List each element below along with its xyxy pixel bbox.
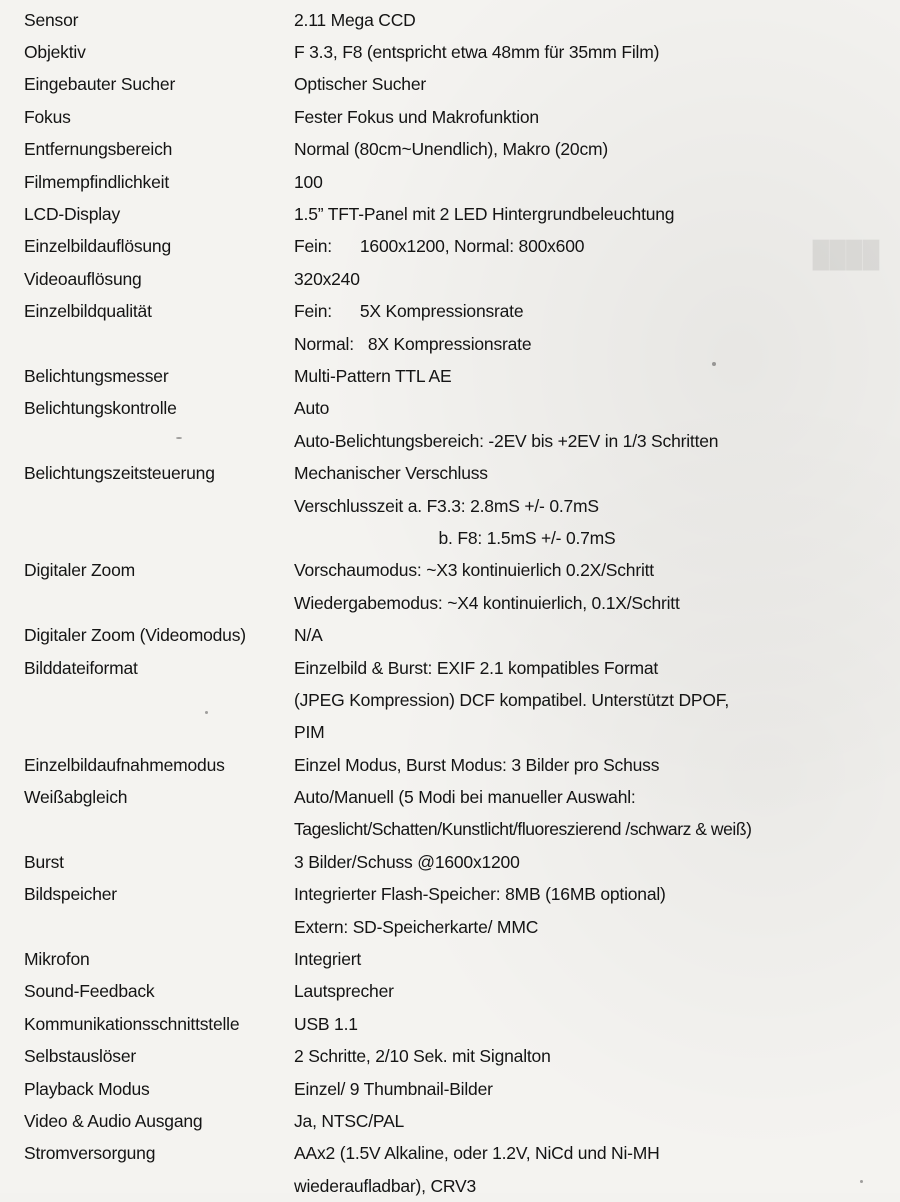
spec-label: Einzelbildaufnahmemodus: [24, 754, 225, 775]
spec-row: [24, 393, 884, 425]
spec-label: Sensor: [24, 9, 79, 30]
spec-value: 3 Bilder/Schuss @1600x1200: [294, 851, 520, 872]
spec-value: Extern: SD-Speicherkarte/ MMC: [294, 916, 539, 937]
specification-table: [24, 4, 884, 1202]
spec-row: [24, 198, 884, 230]
spec-label: Sound-Feedback: [24, 981, 155, 1002]
spec-value: PIM: [294, 722, 325, 743]
spec-row: [24, 1008, 884, 1040]
spec-value: AAx2 (1.5V Alkaline, oder 1.2V, NiCd und Ni-MH: [294, 1143, 660, 1164]
spec-value: b. F8: 1.5mS +/- 0.7mS: [294, 527, 616, 548]
spec-row: [24, 360, 884, 392]
spec-value: USB 1.1: [294, 1013, 358, 1034]
spec-value: Integrierter Flash-Speicher: 8MB (16MB optional): [294, 884, 666, 905]
spec-value: Wiedergabemodus: ~X4 kontinuierlich, 0.1X/Schritt: [294, 592, 680, 613]
spec-row: [24, 425, 884, 457]
spec-value: Einzelbild & Burst: EXIF 2.1 kompatibles Format: [294, 657, 659, 678]
spec-row: [24, 1041, 884, 1073]
spec-label: Mikrofon: [24, 949, 90, 970]
spec-value: Tageslicht/Schatten/Kunstlicht/fluoreszierend /schwarz & weiß): [294, 819, 752, 840]
spec-label: [24, 684, 286, 716]
spec-row: [24, 814, 884, 846]
spec-value: wiederaufladbar), CRV3: [294, 1175, 477, 1196]
spec-value: Vorschaumodus: ~X3 kontinuierlich 0.2X/Schritt: [294, 560, 654, 581]
spec-value: Integriert: [294, 949, 362, 970]
spec-value: Normal (80cm~Unendlich), Makro (20cm): [294, 139, 609, 160]
spec-label: Einzelbildauflösung: [24, 236, 172, 257]
spec-label: Selbstauslöser: [24, 1046, 136, 1067]
spec-row: [24, 749, 884, 781]
spec-label: LCD-Display: [24, 204, 121, 225]
spec-value: Fester Fokus und Makrofunktion: [294, 106, 539, 127]
spec-value: Ja, NTSC/PAL: [294, 1110, 405, 1131]
spec-row: [24, 490, 884, 522]
spec-row: [24, 943, 884, 975]
spec-value: Fein: 1600x1200, Normal: 800x600: [294, 236, 585, 257]
spec-row: [24, 846, 884, 878]
spec-value: F 3.3, F8 (entspricht etwa 48mm für 35mm Film): [294, 42, 660, 63]
spec-label: Videoauflösung: [24, 268, 142, 289]
spec-value: Auto/Manuell (5 Modi bei manueller Auswahl:: [294, 787, 636, 808]
specification-rows: [24, 4, 884, 1202]
spec-row: [24, 781, 884, 813]
spec-label: Belichtungskontrolle: [24, 398, 177, 419]
spec-value: Einzel/ 9 Thumbnail-Bilder: [294, 1078, 493, 1099]
spec-row: [24, 976, 884, 1008]
bleed-through-shadow: ████: [812, 241, 880, 271]
spec-label: Kommunikationsschnittstelle: [24, 1013, 240, 1034]
spec-value: Mechanischer Verschluss: [294, 463, 488, 484]
spec-label: Video & Audio Ausgang: [24, 1110, 203, 1131]
spec-label: [24, 717, 286, 749]
spec-label: Einzelbildqualität: [24, 301, 152, 322]
spec-value: 2.11 Mega CCD: [294, 9, 416, 30]
spec-label: Entfernungsbereich: [24, 139, 173, 160]
spec-row: [24, 911, 884, 943]
spec-label: [24, 1170, 286, 1202]
spec-label: Belichtungsmesser: [24, 365, 169, 386]
spec-row: [24, 717, 884, 749]
spec-row: [24, 101, 884, 133]
spec-value: N/A: [294, 625, 323, 646]
spec-row: [24, 587, 884, 619]
spec-label: [24, 587, 286, 619]
spec-label: [24, 328, 286, 360]
spec-value: 2 Schritte, 2/10 Sek. mit Signalton: [294, 1046, 551, 1067]
spec-value: 1.5” TFT-Panel mit 2 LED Hintergrundbeleuchtung: [294, 204, 675, 225]
spec-label: Burst: [24, 851, 64, 872]
spec-row: [24, 1170, 884, 1202]
spec-row: [24, 296, 884, 328]
spec-row: [24, 4, 884, 36]
spec-label: Stromversorgung: [24, 1143, 156, 1164]
spec-value: Fein: 5X Kompressionsrate: [294, 301, 524, 322]
spec-row: [24, 619, 884, 651]
spec-row: [24, 555, 884, 587]
spec-row: [24, 69, 884, 101]
spec-label: Filmempfindlichkeit: [24, 171, 169, 192]
spec-label: [24, 425, 286, 457]
spec-row: [24, 457, 884, 489]
spec-value: Auto: [294, 398, 330, 419]
spec-label: [24, 490, 286, 522]
spec-label: Belichtungszeitsteuerung: [24, 463, 215, 484]
spec-label: [24, 522, 286, 554]
spec-value: Lautsprecher: [294, 981, 394, 1002]
spec-row: [24, 134, 884, 166]
spec-value: 320x240: [294, 268, 360, 289]
spec-value: Multi-Pattern TTL AE: [294, 365, 452, 386]
spec-label: Bilddateiformat: [24, 657, 138, 678]
spec-label: Bildspeicher: [24, 884, 117, 905]
spec-value: Einzel Modus, Burst Modus: 3 Bilder pro Schuss: [294, 754, 660, 775]
spec-value: Verschlusszeit a. F3.3: 2.8mS +/- 0.7mS: [294, 495, 599, 516]
spec-row: [24, 522, 884, 554]
spec-label: Digitaler Zoom (Videomodus): [24, 625, 246, 646]
spec-label: Fokus: [24, 106, 71, 127]
spec-label: Objektiv: [24, 42, 86, 63]
spec-row: [24, 263, 884, 295]
spec-value: Normal: 8X Kompressionsrate: [294, 333, 532, 354]
spec-label: [24, 814, 286, 846]
spec-label: Playback Modus: [24, 1078, 150, 1099]
spec-row: [24, 684, 884, 716]
spec-row: [24, 1138, 884, 1170]
spec-row: [24, 652, 884, 684]
spec-label: Digitaler Zoom: [24, 560, 135, 581]
spec-label: Eingebauter Sucher: [24, 74, 176, 95]
spec-value: (JPEG Kompression) DCF kompatibel. Unterstützt DPOF,: [294, 689, 730, 710]
spec-value: Auto-Belichtungsbereich: -2EV bis +2EV in 1/3 Schritten: [294, 430, 719, 451]
spec-row: [24, 166, 884, 198]
spec-label: [24, 911, 286, 943]
spec-value: 100: [294, 171, 323, 192]
spec-row: [24, 1105, 884, 1137]
spec-row: [24, 231, 884, 263]
spec-row: [24, 328, 884, 360]
spec-row: [24, 1073, 884, 1105]
spec-value: Optischer Sucher: [294, 74, 426, 95]
spec-row: [24, 36, 884, 68]
spec-label: Weißabgleich: [24, 787, 128, 808]
spec-row: [24, 879, 884, 911]
